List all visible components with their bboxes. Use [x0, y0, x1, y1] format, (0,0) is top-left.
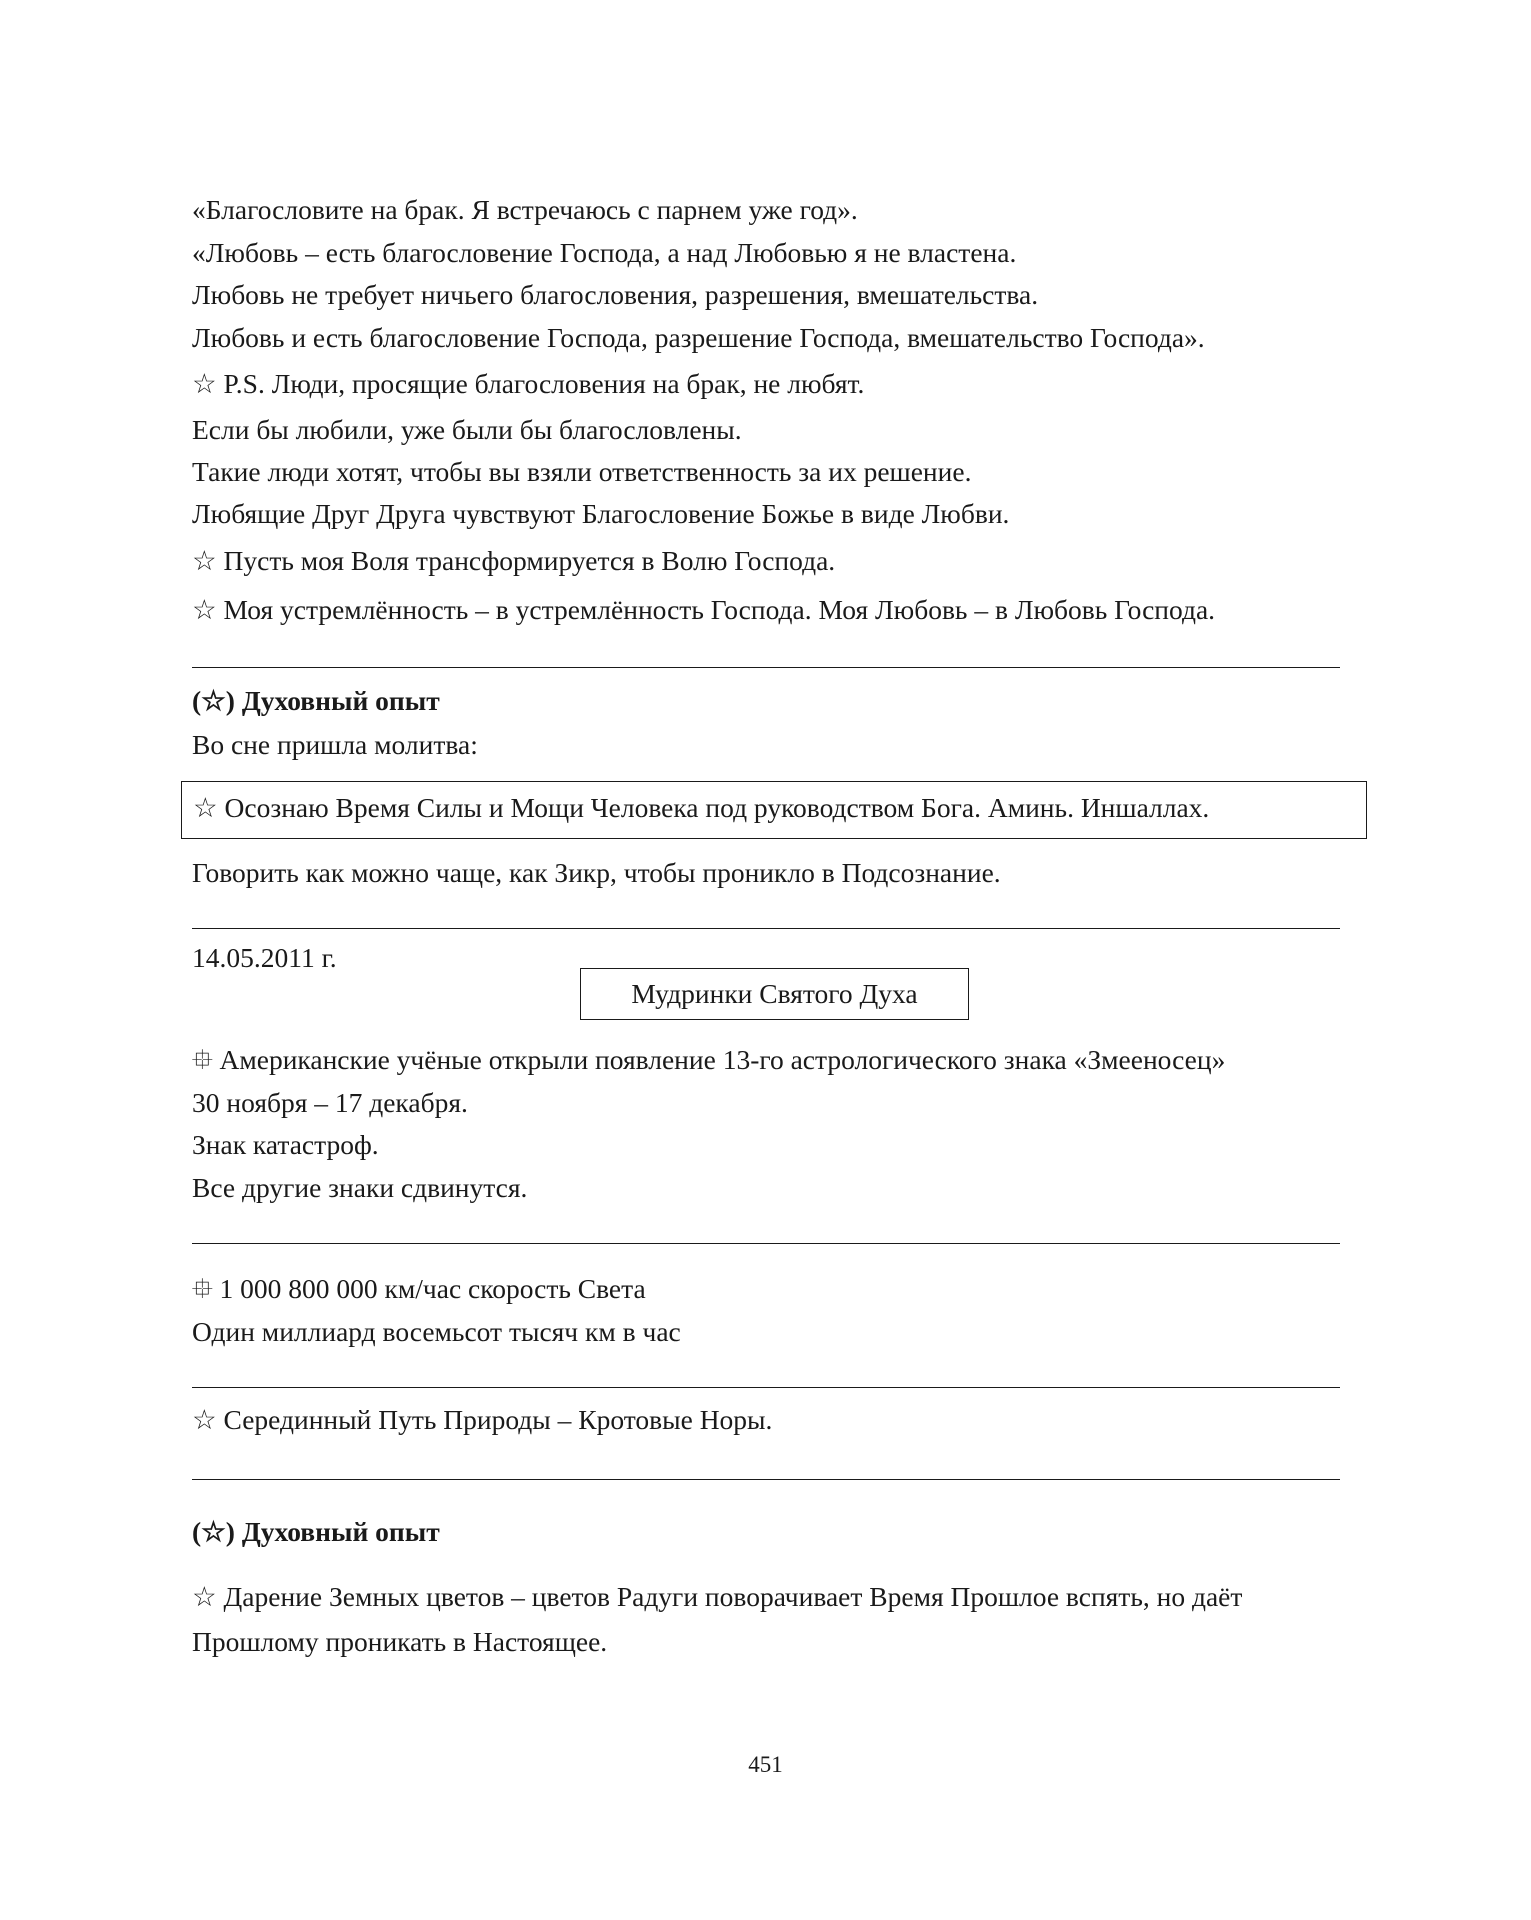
- section-heading: (☆) Духовный опыт: [192, 685, 440, 716]
- prayer-box: [181, 781, 1367, 839]
- page-number: 451: [748, 1752, 783, 1777]
- section-title-box: Мудринки Святого Духа: [580, 968, 969, 1020]
- section-divider: [192, 1479, 1340, 1480]
- text-line: ☆ Серединный Путь Природы – Кротовые Норы.: [192, 1404, 773, 1435]
- text-line: Если бы любили, уже были бы благословлены.: [192, 414, 742, 445]
- text-line: Любовь и есть благословение Господа, разрешение Господа, вмешательство Господа».: [192, 322, 1205, 353]
- text-line: ☆ Пусть моя Воля трансформируется в Волю Господа.: [192, 545, 836, 576]
- text-line: Все другие знаки сдвинутся.: [192, 1172, 528, 1203]
- text-line: Знак катастроф.: [192, 1129, 379, 1160]
- text-line: «Благословите на брак. Я встречаюсь с парнем уже год».: [192, 194, 858, 225]
- text-line: «Любовь – есть благословение Господа, а над Любовью я не властена.: [192, 237, 1017, 268]
- text-line: ☆ P.S. Люди, просящие благословения на брак, не любят.: [192, 368, 865, 399]
- text-line: ⯐ 1 000 800 000 км/час скорость Света: [192, 1273, 646, 1304]
- text-line: Один миллиард восемьсот тысяч км в час: [192, 1316, 681, 1347]
- text-line: Говорить как можно чаще, как Зикр, чтобы проникло в Подсознание.: [192, 857, 1001, 888]
- text-line: ☆ Дарение Земных цветов – цветов Радуги поворачивает Время Прошлое вспять, но даёт: [192, 1581, 1243, 1612]
- text-line: Любящие Друг Друга чувствуют Благословение Божье в виде Любви.: [192, 498, 1010, 529]
- text-line: Прошлому проникать в Настоящее.: [192, 1626, 608, 1657]
- section-heading: (☆) Духовный опыт: [192, 1516, 440, 1547]
- section-divider: [192, 928, 1340, 929]
- text-line: ☆ Моя устремлённость – в устремлённость Господа. Моя Любовь – в Любовь Господа.: [192, 594, 1216, 625]
- section-divider: [192, 1387, 1340, 1388]
- text-line: Любовь не требует ничьего благословения, разрешения, вмешательства.: [192, 279, 1039, 310]
- text-line: Во сне пришла молитва:: [192, 729, 478, 760]
- section-divider: [192, 1243, 1340, 1244]
- text-line: Такие люди хотят, чтобы вы взяли ответственность за их решение.: [192, 456, 972, 487]
- text-line: ⯐ Американские учёные открыли появление 13-го астрологического знака «Змееносец»: [192, 1044, 1226, 1075]
- entry-date: 14.05.2011 г.: [192, 942, 337, 973]
- text-line: 30 ноября – 17 декабря.: [192, 1087, 468, 1118]
- section-divider: [192, 667, 1340, 668]
- prayer-text: ☆ Осознаю Время Силы и Мощи Человека под руководством Бога. Аминь. Иншаллах.: [193, 792, 1210, 823]
